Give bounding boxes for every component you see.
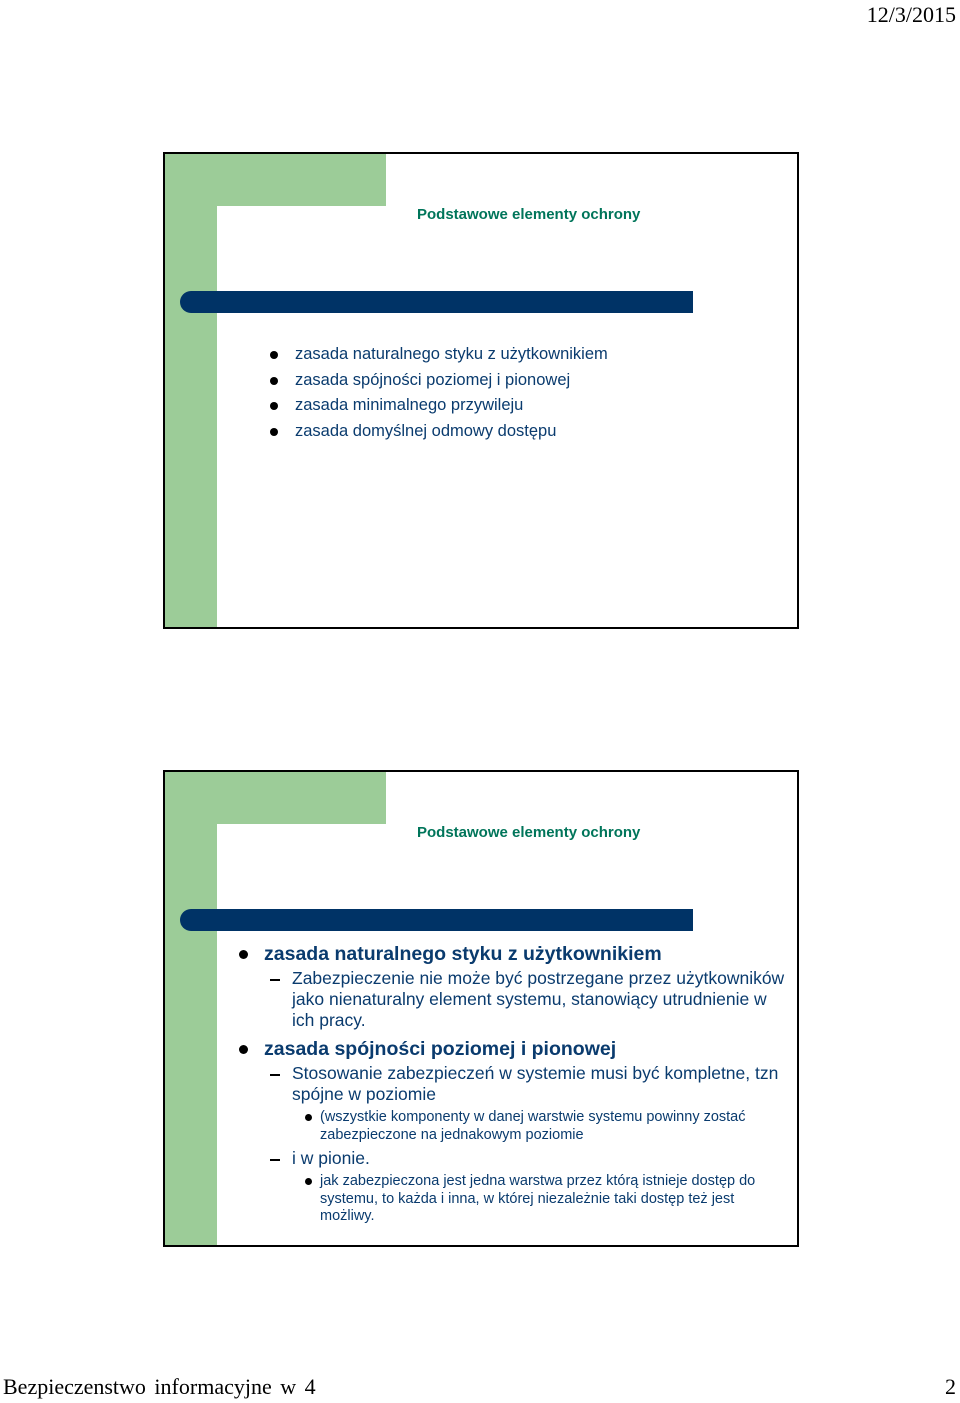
principle-heading [237, 940, 787, 968]
principle-description [237, 1063, 787, 1105]
slide-green-tab [165, 772, 386, 824]
bullet-dot-icon [270, 377, 278, 385]
bullet-item [270, 419, 608, 445]
bullet-item [270, 393, 608, 419]
principle-detail-text: (wszystkie komponenty w danej warstwie systemu powinny zostać zabezpieczone na jednakowym poziomie [320, 1109, 746, 1143]
principle-description [237, 1148, 787, 1169]
slide-title-underline-bar [180, 291, 693, 313]
bullet-item [270, 368, 608, 394]
bullet-text: zasada naturalnego styku z użytkownikiem [295, 345, 608, 363]
principle-detail [237, 1109, 787, 1144]
bullet-dot-icon [305, 1178, 312, 1185]
bullet-dot-icon [270, 402, 278, 410]
principle-heading [237, 1035, 787, 1063]
bullet-dot-icon [239, 950, 248, 959]
dash-icon [270, 1159, 280, 1161]
principle-detail [237, 1173, 787, 1226]
principle-description-text: Stosowanie zabezpieczeń w systemie musi być kompletne, tzn spójne w poziomie [292, 1063, 779, 1104]
bullet-dot-icon [270, 351, 278, 359]
slide-2 [163, 770, 799, 1247]
bullet-dot-icon [305, 1114, 312, 1121]
principle-heading-text: zasada spójności poziomej i pionowej [264, 1038, 617, 1060]
footer-course-name: Bezpieczenstwo informacyjne w 4 [3, 1374, 316, 1399]
dash-icon [270, 979, 280, 981]
principle-heading-text: zasada naturalnego styku z użytkownikiem [264, 943, 662, 965]
bullet-text: zasada domyślnej odmowy dostępu [295, 421, 557, 440]
slide-2-content [237, 940, 787, 1230]
principle-description [237, 968, 787, 1031]
slide-1 [163, 152, 799, 629]
bullet-text: zasada spójności poziomej i pionowej [295, 370, 571, 389]
print-date: 12/3/2015 [866, 2, 956, 27]
bullet-text: zasada minimalnego przywileju [295, 396, 524, 414]
bullet-item [270, 342, 608, 368]
bullet-dot-icon [239, 1045, 248, 1054]
slide-green-sidebar [165, 154, 217, 627]
slide-title: Podstawowe elementy ochrony [417, 824, 641, 841]
bullet-dot-icon [270, 428, 278, 436]
principle-detail-text: jak zabezpieczona jest jedna warstwa przez którą istnieje dostęp do systemu, to każda i inna, w której niezależnie taki dostęp też jest możliwy. [320, 1173, 756, 1224]
slide-green-sidebar [165, 772, 217, 1245]
footer-page-number: 2 [945, 1374, 956, 1399]
dash-icon [270, 1074, 280, 1076]
slide-1-bullet-list [270, 342, 608, 444]
slide-title: Podstawowe elementy ochrony [417, 206, 641, 223]
slide-title-underline-bar [180, 909, 693, 931]
slide-green-tab [165, 154, 386, 206]
principle-description-text: i w pionie. [292, 1148, 370, 1168]
principle-description-text: Zabezpieczenie nie może być postrzegane przez użytkowników jako nienaturalny element systemu, stanowiący utrudnienie w ich pracy. [292, 968, 785, 1030]
